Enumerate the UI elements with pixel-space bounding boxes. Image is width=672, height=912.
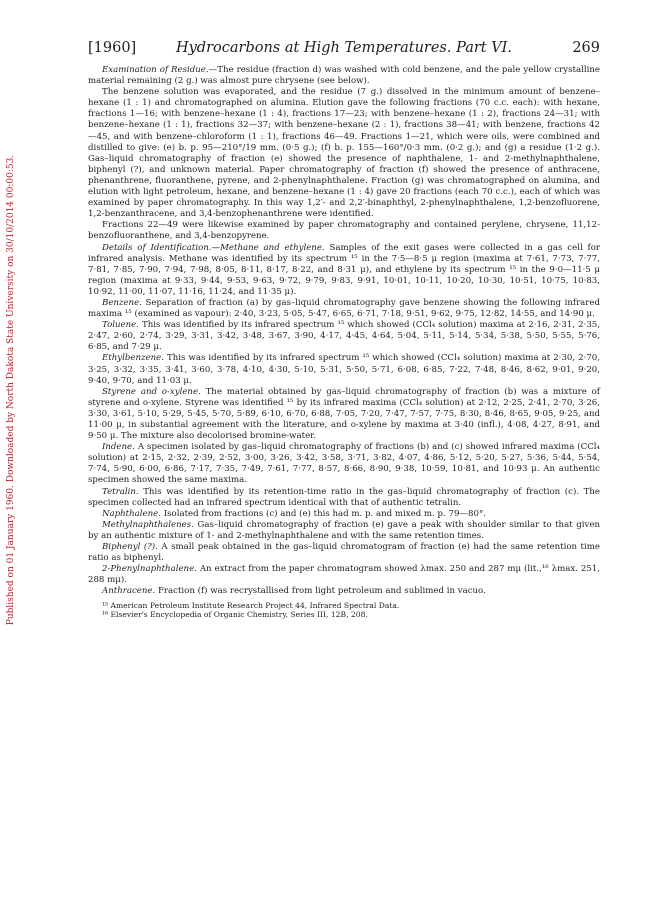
- footnote: ¹⁵ American Petroleum Institute Research Project 44, Infrared Spectral Data.: [102, 600, 400, 610]
- article-body: [88, 65, 600, 620]
- paragraph-indene: Indene. A specimen isolated by gas–liquid chromatography of fractions (b) and (c) showed infrared maxima (CCl₄ solution) at 2·15, 2·32, 2·39, 2·52, 3·00, 3·26, 3·42, 3·58, 3·71, 3·82, 4·07, 4·86, 5·12, 5·20, 5·27, 5·36, 5·44, 5·54, 7·74, 5·90, 6·00, 6·86, 7·17, 7·35, 7·49, 7·61, 7·77, 8·57, 8·66, 8·90, 9·38, 10·59, 10·81, and 10·93 μ. An authentic specimen showed the same maxima.: [88, 442, 600, 486]
- header-year: [1960]: [88, 40, 137, 56]
- compound-heading: Biphenyl (?).: [102, 542, 158, 553]
- compound-heading: Styrene and o-xylene.: [102, 386, 201, 397]
- paragraph-residue: Examination of Residue.—The residue (fraction d) was washed with cold benzene, and the pale yellow crystalline material remaining (2 g.) was almost pure chrysene (see below).: [88, 65, 600, 87]
- paragraph-fractions: Fractions 22—49 were likewise examined by paper chromatography and contained perylene, chrysene, 11,12-benzofluoranthene, and 3,4-benzopyrene.: [88, 220, 600, 242]
- compound-heading: Ethylbenzene.: [102, 353, 164, 364]
- paragraph-naphthalene: Naphthalene. Isolated from fractions (c) and (e) this had m. p. and mixed m. p. 79—80°.: [102, 508, 486, 519]
- download-watermark: [4, 92, 18, 692]
- paragraph-phenylnaphthalene: 2-Phenylnaphthalene. An extract from the paper chromatogram showed λmax. 250 and 287 mμ (lit.,¹⁶ λmax. 251, 288 mμ).: [88, 564, 600, 586]
- paragraph-tetralin: Tetralin. This was identified by its retention-time ratio in the gas–liquid chromatography of fraction (c). The specimen collected had an infrared spectrum identical with that of authentic tetralin.: [88, 486, 600, 508]
- compound-heading: Toluene.: [102, 320, 139, 331]
- compound-heading: Naphthalene.: [102, 508, 161, 519]
- compound-heading: Tetralin.: [102, 486, 139, 497]
- compound-heading: Indene.: [102, 442, 135, 453]
- paragraph-ethylbenzene: Ethylbenzene. This was identified by its infrared spectrum ¹⁵ which showed (CCl₄ solution) maxima at 2·30, 2·70, 3·25, 3·32, 3·35, 3·41, 3·60, 3·78, 4·10, 4·30, 5·10, 5·31, 5·50, 5·71, 6·08, 6·85, 7·22, 7·48, 8·46, 8·62, 9·01, 9·20, 9·40, 9·70, and 11·03 μ.: [88, 353, 600, 386]
- watermark-text: Published on 01 January 1960. Downloaded by North Dakota State University on 30/10/2014 00:00:53.: [6, 154, 16, 626]
- paragraph-methylnaphthalenes: Methylnaphthalenes. Gas–liquid chromatography of fraction (e) gave a peak with shoulder similar to that given by an authentic mixture of 1- and 2-methylnaphthalene and with the same retention times.: [88, 519, 600, 541]
- paragraph-anthracene: Anthracene. Fraction (f) was recrystallised from light petroleum and sublimed in vacuo.: [102, 586, 486, 597]
- paragraph-benzene: Benzene. Separation of fraction (a) by gas–liquid chromatography gave benzene showing the following infrared maxima ¹⁵ (examined as vapour): 2·40, 3·23, 5·05, 5·47, 6·65, 6·71, 7·18, 9·51, 9·62, 9·75, 12·82, 14·55, and 14·90 μ.: [88, 297, 600, 320]
- page-number: 269: [572, 40, 600, 56]
- page-header: [88, 40, 600, 62]
- paragraph-toluene: Toluene. This was identified by its infrared spectrum ¹⁵ which showed (CCl₄ solution) maxima at 2·16, 2·31, 2·35, 2·47, 2·60, 2·74, 3·29, 3·31, 3·42, 3·48, 3·67, 3·90, 4·17, 4·45, 4·64, 5·04, 5·11, 5·14, 5·34, 5·38, 5·50, 5·55, 5·76, 6·85, and 7·29 μ.: [88, 320, 600, 353]
- paragraph-styrene: Styrene and o-xylene. The material obtained by gas–liquid chromatography of fraction (b) was a mixture of styrene and o-xylene. Styrene was identified ¹⁵ by its infrared maxima (CCl₄ solution) at 2·12, 2·25, 2·41, 2·70, 3·26, 3·30, 3·61, 5·10, 5·29, 5·45, 5·70, 5·89, 6·10, 6·70, 6·88, 7·05, 7·20, 7·47, 7·57, 7·75, 8·30, 8·46, 8·65, 9·05, 9·25, and 11·00 μ, in substantial agreement with the literature, and o-xylene by maxima at 3·40 (infl.), 4·08, 4·27, 8·91, and 9·50 μ. The mixture also decolorised bromine-water.: [88, 386, 600, 442]
- compound-heading: 2-Phenylnaphthalene.: [102, 564, 197, 575]
- paragraph-chromatography: The benzene solution was evaporated, and the residue (7 g.) dissolved in the minimum amount of benzene–hexane (1 : 1) and chromatographed on alumina. Elution gave the following fractions (70 c.c. each): with hexane, fractions 1—16; with benzene–hexane (1 : 4), fractions 17—23; with benzene–hexane (1 : 2), fractions 24—31; with benzene–hexane (1 : 1), fractions 32—37; with benzene–hexane (2 : 1), fractions 38—41; with benzene, fractions 42—45, and with benzene–chloroform (1 : 1), fractions 46—49. Fractions 1—21, which were oils, were combined and distilled to give: (e) b. p. 95—210°/19 mm. (0·5 g.); (f) b. p. 155—160°/0·3 mm. (0·2 g.); and (g) a residue (1·2 g.). Gas–liquid chromatography of fraction (e) showed the presence of naphthalene, 1- and 2-methylnaphthalene, biphenyl (?), and unknown material. Paper chromatography of fraction (f) showed the presence of anthracene, phenanthrene, fluoranthene, pyrene, and 2-phenylnaphthalene. Fraction (g) was chromatographed on alumina, and elution with light petroleum, hexane, and benzene–hexane (1 : 4) gave 20 fractions (each 70 c.c.), each of which was examined by paper chromatography. In this way 1,2′- and 2,2′-binaphthyl, 2-phenylnaphthalene, 1,2-benzofluorene, 1,2-benzanthracene, and 3,4-benzophenanthrene were identified.: [88, 87, 600, 220]
- section-heading: Details of Identification.—Methane and ethylene.: [102, 242, 325, 253]
- running-title: Hydrocarbons at High Temperatures. Part VI.: [175, 40, 513, 56]
- compound-heading: Benzene.: [102, 297, 142, 308]
- section-heading: Examination of Residue.: [102, 65, 209, 75]
- paragraph-biphenyl: Biphenyl (?). A small peak obtained in the gas–liquid chromatogram of fraction (e) had the same retention time ratio as biphenyl.: [88, 542, 600, 564]
- compound-heading: Methylnaphthalenes.: [102, 519, 194, 530]
- compound-heading: Anthracene.: [102, 586, 156, 597]
- paragraph-methane: Details of Identification.—Methane and ethylene. Samples of the exit gases were collected in a gas cell for infrared analysis. Methane was identified by its spectrum ¹⁵ in the 7·5—8·5 μ region (maxima at 7·61, 7·73, 7·77, 7·81, 7·85, 7·90, 7·94, 7·98, 8·05, 8·11, 8·17, 8·22, and 8·31 μ), and ethylene by its spectrum ¹⁵ in the 9·0—11·5 μ region (maxima at 9·33, 9·44, 9·53, 9·63, 9·72, 9·79, 9·83, 9·91, 10·01, 10·11, 10·20, 10·30, 10·51, 10·75, 10·83, 10·92, 11·00, 11·07, 11·16, 11·24, and 11·35 μ).: [88, 242, 600, 297]
- footnote: ¹⁶ Elsevier's Encyclopedia of Organic Chemistry, Series III, 12B, 208.: [102, 610, 368, 620]
